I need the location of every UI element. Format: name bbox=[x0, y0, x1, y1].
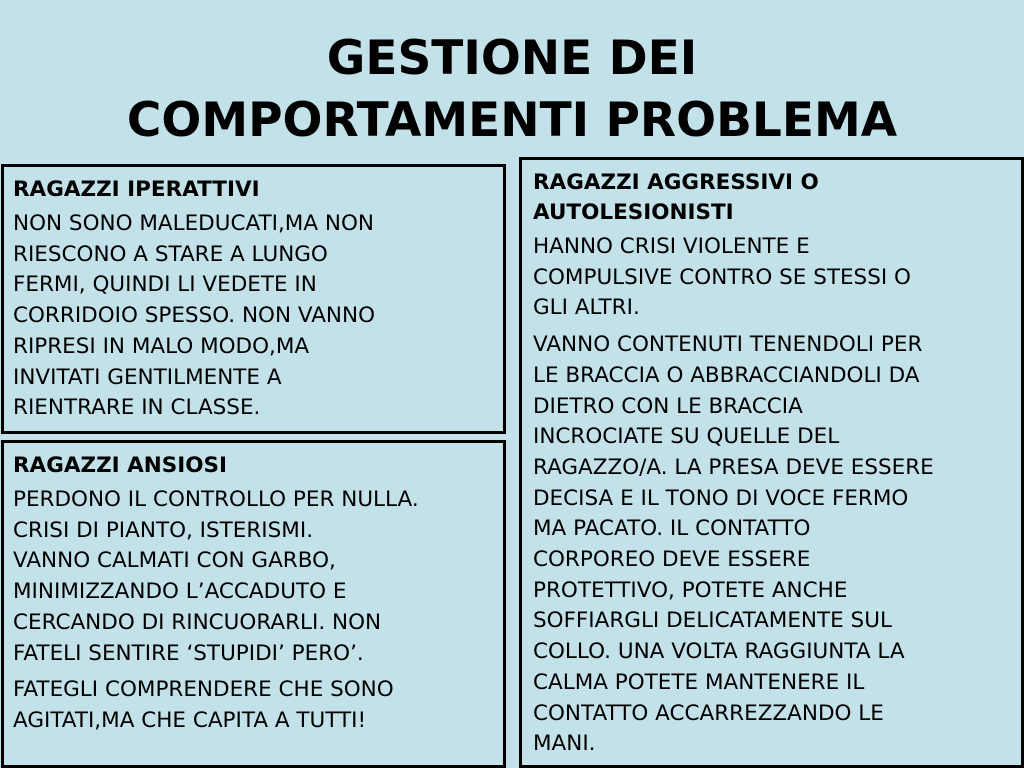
anxious-box bbox=[1, 440, 506, 768]
anxious-paragraph-1 bbox=[13, 485, 503, 669]
anxious-line: FATELI SENTIRE ‘STUPIDI’ PERO’. bbox=[13, 640, 364, 666]
aggressive-box bbox=[519, 157, 1024, 768]
aggressive-line: LE BRACCIA O ABBRACCIANDOLI DA bbox=[533, 362, 920, 388]
hyperactive-line: FERMI, QUINDI LI VEDETE IN bbox=[13, 272, 317, 298]
aggressive-line: VANNO CONTENUTI TENENDOLI PER bbox=[533, 332, 923, 358]
hyperactive-line: CORRIDOIO SPESSO. NON VANNO bbox=[13, 303, 375, 329]
hyperactive-paragraph bbox=[13, 209, 503, 424]
aggressive-paragraph-2 bbox=[533, 330, 1021, 760]
aggressive-line: INCROCIATE SU QUELLE DEL bbox=[533, 424, 840, 450]
hyperactive-line: RIPRESI IN MALO MODO,MA bbox=[13, 333, 310, 359]
anxious-line: VANNO CALMATI CON GARBO, bbox=[13, 548, 336, 574]
aggressive-line: SOFFIARGLI DELICATAMENTE SUL bbox=[533, 608, 892, 634]
aggressive-line: MA PACATO. IL CONTATTO bbox=[533, 516, 811, 542]
hyperactive-box bbox=[1, 164, 506, 434]
aggressive-line: DECISA E IL TONO DI VOCE FERMO bbox=[533, 485, 909, 511]
aggressive-line: COLLO. UNA VOLTA RAGGIUNTA LA bbox=[533, 639, 905, 665]
aggressive-line: PROTETTIVO, POTETE ANCHE bbox=[533, 577, 848, 603]
aggressive-line: DIETRO CON LE BRACCIA bbox=[533, 393, 803, 419]
aggressive-line: COMPULSIVE CONTRO SE STESSI O bbox=[533, 264, 911, 290]
anxious-heading: RAGAZZI ANSIOSI bbox=[13, 453, 228, 478]
slide-title bbox=[0, 28, 1024, 152]
aggressive-paragraph-1 bbox=[533, 232, 1021, 324]
slide-title-line-2: COMPORTAMENTI PROBLEMA bbox=[126, 93, 898, 148]
aggressive-line: CALMA POTETE MANTENERE IL bbox=[533, 669, 865, 695]
aggressive-line: RAGAZZO/A. LA PRESA DEVE ESSERE bbox=[533, 454, 934, 480]
slide-title-line-1: GESTIONE DEI bbox=[326, 31, 698, 86]
hyperactive-line: INVITATI GENTILMENTE A bbox=[13, 364, 282, 390]
anxious-line: CRISI DI PIANTO, ISTERISMI. bbox=[13, 517, 314, 543]
aggressive-line: GLI ALTRI. bbox=[533, 295, 640, 321]
hyperactive-heading: RAGAZZI IPERATTIVI bbox=[13, 177, 260, 202]
aggressive-heading-line: RAGAZZI AGGRESSIVI O bbox=[533, 170, 819, 195]
anxious-line: AGITATI,MA CHE CAPITA A TUTTI! bbox=[13, 707, 367, 733]
hyperactive-line: NON SONO MALEDUCATI,MA NON bbox=[13, 211, 374, 236]
anxious-line: CERCANDO DI RINCUORARLI. NON bbox=[13, 609, 382, 635]
aggressive-line: CONTATTO ACCARREZZANDO LE bbox=[533, 700, 884, 726]
hyperactive-line: RIESCONO A STARE A LUNGO bbox=[13, 241, 328, 267]
aggressive-heading bbox=[533, 168, 1021, 228]
aggressive-line: MANI. bbox=[533, 731, 596, 757]
hyperactive-line: RIENTRARE IN CLASSE. bbox=[13, 395, 261, 421]
aggressive-line: CORPOREO DEVE ESSERE bbox=[533, 547, 811, 573]
aggressive-line: HANNO CRISI VIOLENTE E bbox=[533, 234, 810, 259]
anxious-paragraph-2 bbox=[13, 675, 503, 736]
anxious-line: PERDONO IL CONTROLLO PER NULLA. bbox=[13, 487, 419, 512]
aggressive-heading-line: AUTOLESIONISTI bbox=[533, 200, 734, 225]
anxious-line: MINIMIZZANDO L’ACCADUTO E bbox=[13, 579, 347, 605]
anxious-line: FATEGLI COMPRENDERE CHE SONO bbox=[13, 677, 394, 703]
